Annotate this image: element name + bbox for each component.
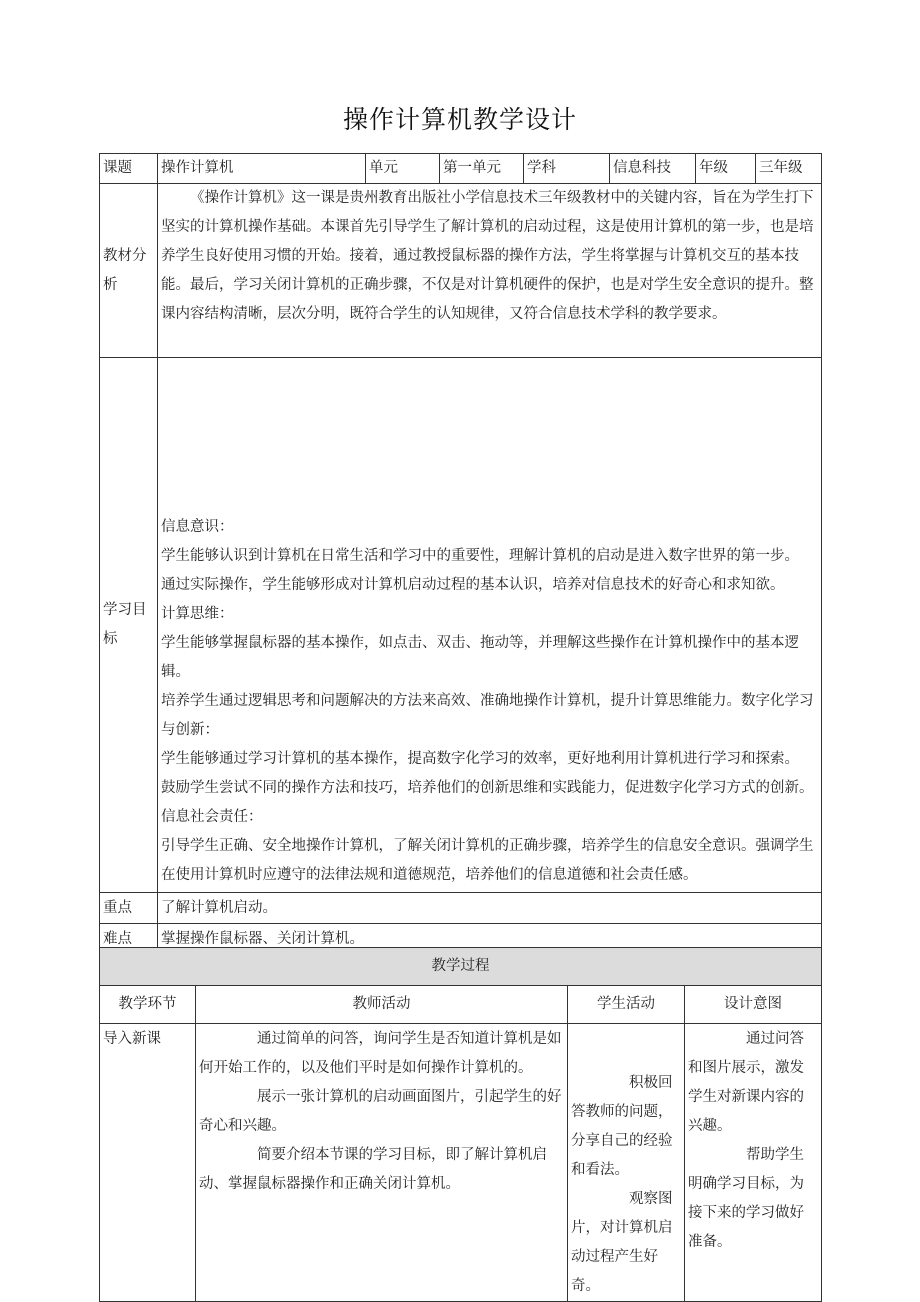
page-title: 操作计算机教学设计 xyxy=(342,105,577,134)
process-row-intro xyxy=(100,1024,822,1302)
textbook-analysis-row xyxy=(100,184,822,358)
objective-line: 学生能够认识到计算机在日常生活和学习中的重要性，理解计算机的启动是进入数字世界的第一步。 xyxy=(161,548,799,564)
objective-heading-info-awareness: 信息意识： xyxy=(161,519,234,535)
teacher-activity: 展示一张计算机的启动画面图片，引起学生的好奇心和兴趣。 xyxy=(199,1089,562,1134)
objective-line: 学生能够通过学习计算机的基本操作，提高数字化学习的效率，更好地利用计算机进行学习和探索。 xyxy=(161,751,799,767)
teaching-process-table xyxy=(99,947,822,1302)
objective-line: 引导学生正确、安全地操作计算机，了解关闭计算机的正确步骤，培养学生的信息安全意识。强调学生在使用计算机时应遵守的法律法规和道德规范，培养他们的信息道德和社会责任感。 xyxy=(161,838,814,883)
process-columns-row xyxy=(100,986,822,1024)
student-activity: 积极回答教师的问题，分享自己的经验和看法。 xyxy=(571,1075,673,1178)
objectives-label: 学习目标 xyxy=(100,358,158,893)
teacher-activity: 通过简单的问答，询问学生是否知道计算机是如何开始工作的，以及他们平时是如何操作计算机的。 xyxy=(199,1031,562,1076)
process-header-row xyxy=(100,948,822,986)
key-point-text: 了解计算机启动。 xyxy=(158,893,822,924)
stage-intro: 导入新课 xyxy=(100,1024,196,1302)
label-grade: 年级 xyxy=(696,154,756,184)
design-intent: 帮助学生明确学习目标，为接下来的学习做好准备。 xyxy=(688,1147,804,1250)
textbook-analysis-label: 教材分析 xyxy=(100,184,158,358)
column-teacher: 教师活动 xyxy=(196,986,568,1024)
student-activity: 观察图片，对计算机启动过程产生好奇。 xyxy=(571,1191,673,1294)
key-point-row xyxy=(100,893,822,924)
info-row xyxy=(100,154,822,184)
design-intent: 通过问答和图片展示，激发学生对新课内容的兴趣。 xyxy=(688,1031,804,1134)
grade-value: 三年级 xyxy=(756,154,822,184)
label-unit: 单元 xyxy=(366,154,440,184)
objective-line: 鼓励学生尝试不同的操作方法和技巧，培养他们的创新思维和实践能力，促进数字化学习方式的创新。 xyxy=(161,780,814,796)
unit-value: 第一单元 xyxy=(440,154,524,184)
textbook-analysis-text: 《操作计算机》这一课是贵州教育出版社小学信息技术三年级教材中的关键内容，旨在为学生打下坚实的计算机操作基础。本课首先引导学生了解计算机的启动过程，这是使用计算机的第一步，也是培养学生良好使用习惯的开始。接着，通过教授鼠标器的操作方法，学生将掌握与计算机交互的基本技能。最后，学习关闭计算机的正确步骤，不仅是对计算机硬件的保护，也是对学生安全意识的提升。整课内容结构清晰，层次分明，既符合学生的认知规律，又符合信息技术学科的教学要求。 xyxy=(161,190,814,322)
teacher-activity: 简要介绍本节课的学习目标，即了解计算机启动、掌握鼠标器操作和正确关闭计算机。 xyxy=(199,1147,547,1192)
subject-value: 信息科技 xyxy=(610,154,696,184)
key-point-label: 重点 xyxy=(100,893,158,924)
objective-line: 学生能够掌握鼠标器的基本操作，如点击、双击、拖动等，并理解这些操作在计算机操作中的基本逻辑。 xyxy=(161,635,799,680)
topic-value: 操作计算机 xyxy=(158,154,366,184)
label-subject: 学科 xyxy=(524,154,610,184)
lesson-info-table xyxy=(99,153,822,955)
column-stage: 教学环节 xyxy=(100,986,196,1024)
objective-line: 培养学生通过逻辑思考和问题解决的方法来高效、准确地操作计算机，提升计算思维能力。数字化学习与创新： xyxy=(161,693,814,738)
objective-heading-social-responsibility: 信息社会责任： xyxy=(161,809,263,825)
column-intent: 设计意图 xyxy=(685,986,822,1024)
objective-heading-computational-thinking: 计算思维： xyxy=(161,606,234,622)
difficulty-label: 难点 xyxy=(100,924,158,955)
label-topic: 课题 xyxy=(100,154,158,184)
objective-line: 通过实际操作，学生能够形成对计算机启动过程的基本认识，培养对信息技术的好奇心和求知欲。 xyxy=(161,577,785,593)
column-student: 学生活动 xyxy=(568,986,685,1024)
difficulty-text: 掌握操作鼠标器、关闭计算机。 xyxy=(158,924,822,955)
process-header: 教学过程 xyxy=(100,948,822,986)
objectives-row xyxy=(100,358,822,893)
